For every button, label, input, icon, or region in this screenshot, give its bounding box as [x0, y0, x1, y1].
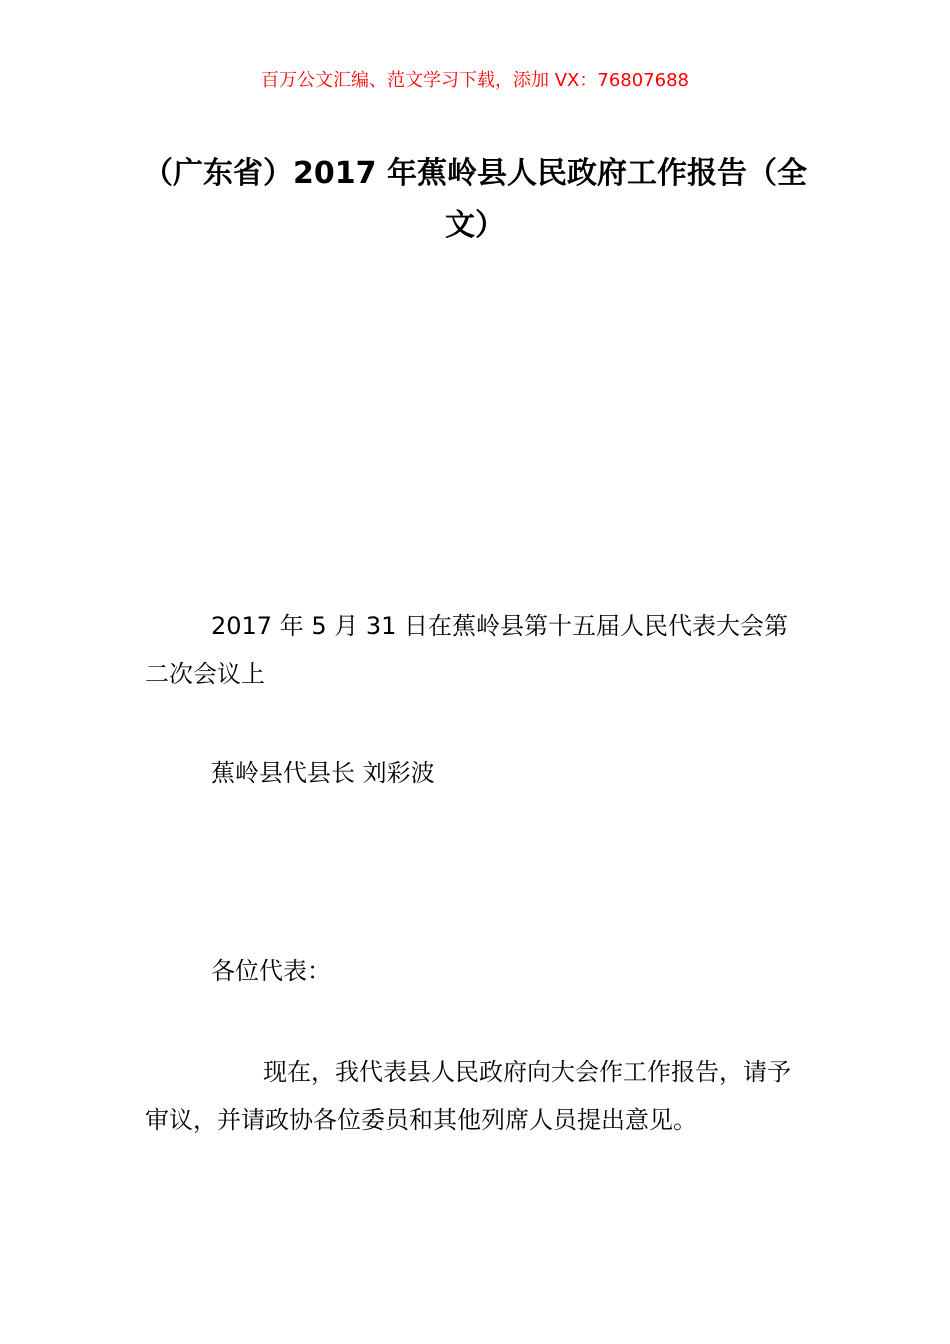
opening-paragraph: 现在，我代表县人民政府向大会作工作报告，请予审议，并请政协各位委员和其他列席人员提出意见。 [145, 1058, 791, 1134]
speaker-line: 蕉岭县代县长 刘彩波 [211, 759, 435, 787]
header-promo-note: 百万公文汇编、范文学习下载，添加 VX：76807688 [261, 70, 689, 91]
meeting-date-line: 2017 年 5 月 31 日在蕉岭县第十五届人民代表大会第二次会议上 [145, 612, 789, 688]
document-title: （广东省）2017 年蕉岭县人民政府工作报告（全文） [143, 156, 807, 243]
greeting-line: 各位代表： [211, 957, 331, 985]
